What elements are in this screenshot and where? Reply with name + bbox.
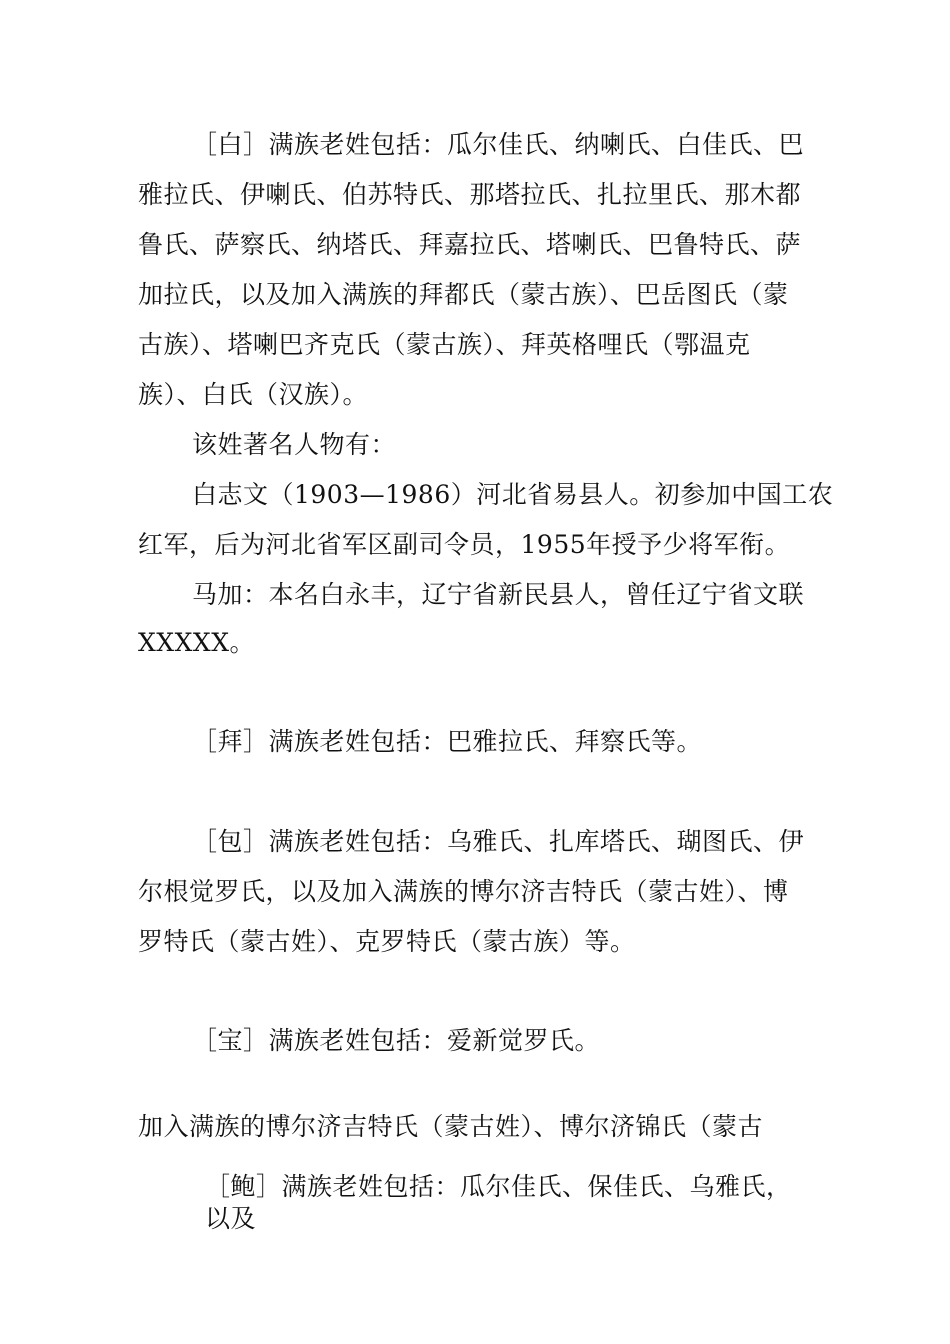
bai-line-5: 古族）、塔喇巴齐克氏（蒙古族）、拜英格哩氏（鄂温克 xyxy=(138,330,751,359)
bao-line-1: ［包］满族老姓包括：乌雅氏、扎库塔氏、瑚图氏、伊 xyxy=(192,827,805,856)
bai-line-3: 鲁氏、萨察氏、纳塔氏、拜嘉拉氏、塔喇氏、巴鲁特氏、萨 xyxy=(138,230,802,259)
bao3-line-1: ［鲍］满族老姓包括：瓜尔佳氏、保佳氏、乌雅氏， xyxy=(205,1172,792,1201)
bao2-line: ［宝］满族老姓包括：爱新觉罗氏。 xyxy=(192,1026,601,1055)
person1-line-2: 红军，后为河北省军区副司令员，1955年授予少将军衔。 xyxy=(138,530,791,559)
bai-line-4: 加拉氏，以及加入满族的拜都氏（蒙古族）、巴岳图氏（蒙 xyxy=(138,280,789,309)
famous-people-heading: 该姓著名人物有： xyxy=(192,430,397,459)
person2-line-2: XXXXX。 xyxy=(138,628,255,657)
bai-line-2: 雅拉氏、伊喇氏、伯苏特氏、那塔拉氏、扎拉里氏、那木都 xyxy=(138,180,802,209)
person1-line-1: 白志文（1903—1986）河北省易县人。初参加中国工农 xyxy=(192,480,834,509)
bai2-line: ［拜］满族老姓包括：巴雅拉氏、拜察氏等。 xyxy=(192,727,703,756)
bai-line-1: ［白］满族老姓包括：瓜尔佳氏、纳喇氏、白佳氏、巴 xyxy=(192,130,805,159)
bao-line-3: 罗特氏（蒙古姓）、克罗特氏（蒙古族）等。 xyxy=(138,927,636,956)
fragment-line: 加入满族的博尔济吉特氏（蒙古姓）、博尔济锦氏（蒙古 xyxy=(138,1112,764,1141)
person2-line-1: 马加：本名白永丰，辽宁省新民县人，曾任辽宁省文联 xyxy=(192,580,805,609)
bao3-line-2: 以及 xyxy=(205,1204,257,1233)
bai-line-6: 族）、白氏（汉族）。 xyxy=(138,380,369,409)
bao-line-2: 尔根觉罗氏，以及加入满族的博尔济吉特氏（蒙古姓）、博 xyxy=(138,877,789,906)
